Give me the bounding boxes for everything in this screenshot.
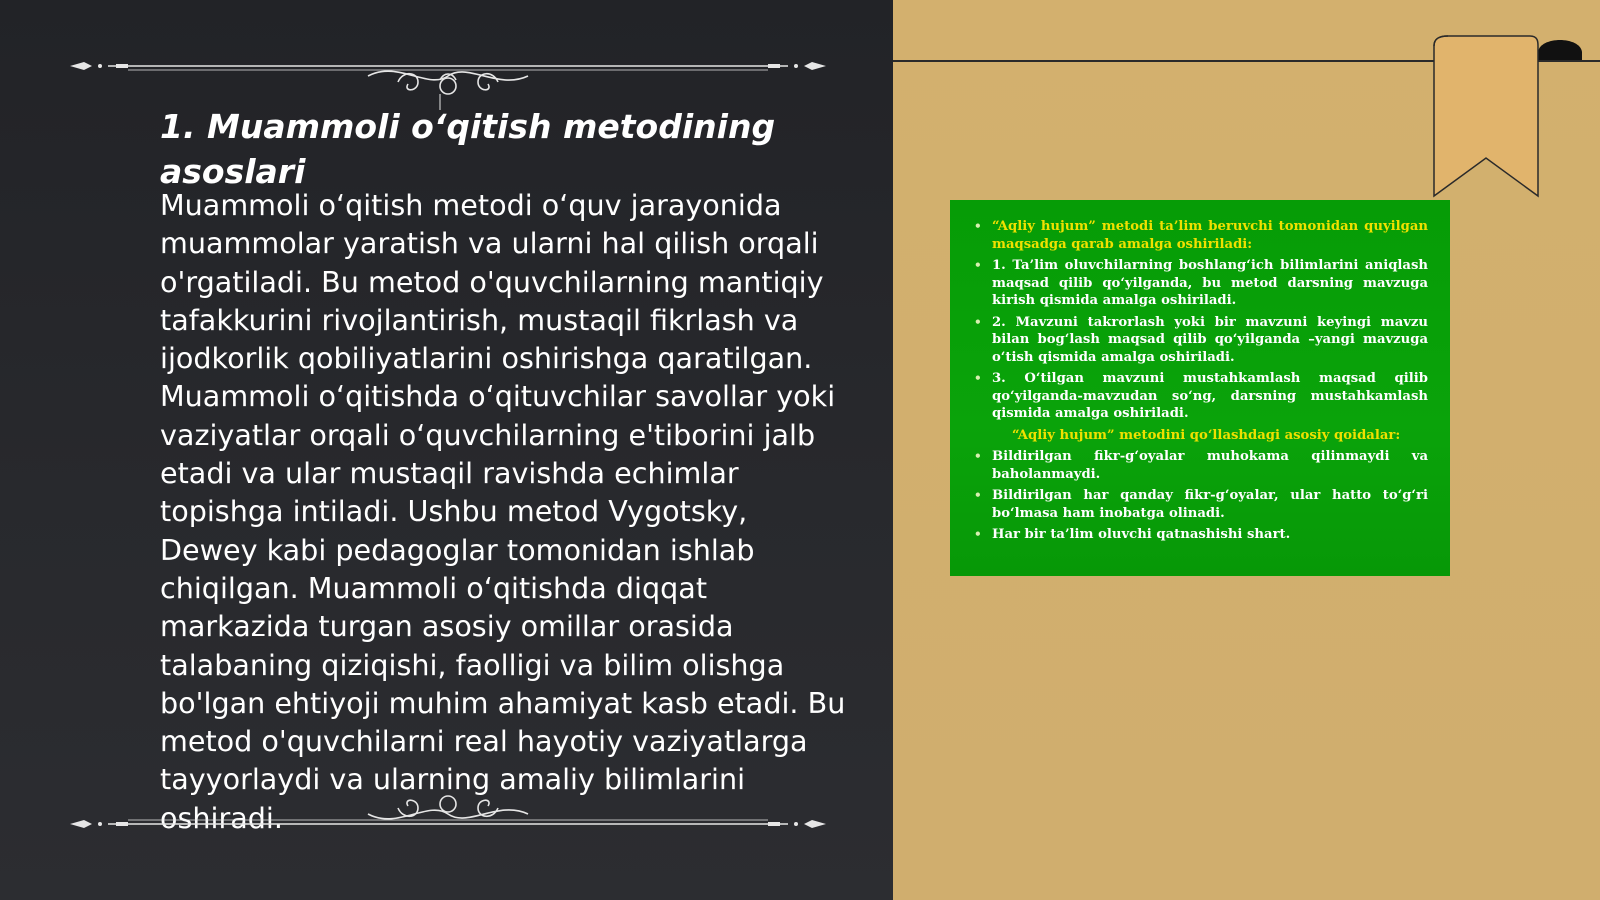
info-rule-3: • Har bir ta’lim oluvchi qatnashishi shart. bbox=[972, 526, 1428, 544]
info-point-3: • 3. O‘tilgan mavzuni mustahkamlash maqsad qilib qo‘yilganda-mavzudan so‘ng, darsning mustahkamlash qismida amalga oshiriladi. bbox=[972, 370, 1428, 423]
info-intro: • “Aqliy hujum” metodi ta’lim beruvchi tomonidan quyilgan maqsadga qarab amalga oshiriladi: bbox=[972, 218, 1428, 253]
slide-body-text: Muammoli o‘qitish metodi o‘quv jarayonida muammolar yaratish va ularni hal qilish orqali o'rgatiladi. Bu metod o'quvchilarning mantiqiy tafakkurini rivojlantirish, mustaqil fikrlash va ijodkorlik qobiliyatlarini oshirishga qaratilgan. Muammoli o‘qitishda o‘qituvchilar savollar yoki vaziyatlar orqali o‘quvchilarning e'tiborini jalb etadi va ular mustaqil ravishda echimlar topishga intiladi. Ushbu metod Vygotsky, Dewey kabi pedagoglar tomonidan ishlab chiqilgan. Muammoli o‘qitishda diqqat markazida turgan asosiy omillar orasida talabaning qiziqishi, faolligi va bilim olishga bo'lgan ehtiyoji muhim ahamiyat kasb etadi. Bu metod o'quvchilarni real hayotiy vaziyatlarga tayyorlaydi va ularning amaliy bilimlarini oshiradi. bbox=[160, 188, 846, 835]
bookmark-ribbon-icon bbox=[1430, 32, 1600, 202]
aqliy-hujum-info-box bbox=[950, 200, 1450, 576]
slide-title: 1. Muammoli o‘qitish metodining asoslari bbox=[160, 107, 776, 191]
ornamental-divider-icon bbox=[68, 790, 828, 850]
ornamental-divider-icon bbox=[68, 52, 828, 112]
info-rule-2: • Bildirilgan har qanday fikr-g‘oyalar, ular hatto to‘g‘ri bo‘lmasa ham inobatga olinadi. bbox=[972, 487, 1428, 522]
info-point-1: • 1. Ta’lim oluvchilarning boshlang‘ich bilimlarini aniqlash maqsad qilib qo‘yilganda, bu metod darsning mavzuga kirish qismida amalga oshiriladi. bbox=[972, 257, 1428, 310]
info-rules-heading: “Aqliy hujum” metodini qo‘llashdagi asosiy qoidalar: bbox=[1012, 427, 1401, 443]
info-point-2: • 2. Mavzuni takrorlash yoki bir mavzuni keyingi mavzu bilan bog‘lash maqsad qilib qo‘yilganda –yangi mavzuga o‘tish qismida amalga oshiriladi. bbox=[972, 314, 1428, 367]
info-rule-1: • Bildirilgan fikr-g‘oyalar muhokama qilinmaydi va baholanmaydi. bbox=[972, 448, 1428, 483]
